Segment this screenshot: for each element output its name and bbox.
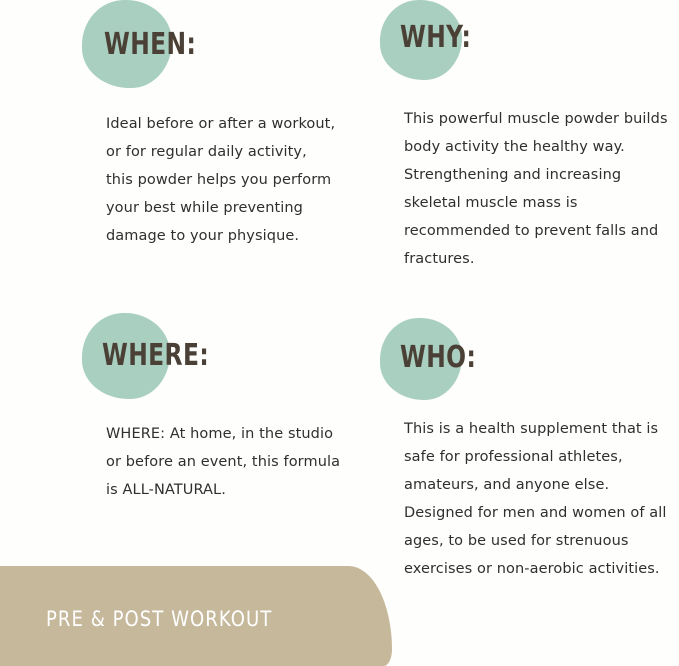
- section-body-when: Ideal before or after a workout, or for regular daily activity, this powder helps you perform your best while preventing damage to your physique.: [106, 116, 336, 244]
- section-heading-who: WHO:: [400, 340, 477, 375]
- section-heading-why: WHY:: [400, 20, 472, 55]
- section-body-where: WHERE: At home, in the studio or before an event, this formula is ALL-NATURAL.: [106, 426, 341, 498]
- section-body-who: This is a health supplement that is safe for professional athletes, amateurs, and anyone else. Designed for men and women of all ages, to be used for strenuous exercises or non-aerobic activities.: [404, 421, 667, 577]
- section-body-why: This powerful muscle powder builds body activity the healthy way. Strengthening and increasing skeletal muscle mass is recommended to prevent falls and fractures.: [404, 111, 668, 267]
- footer-label: PRE & POST WORKOUT: [46, 607, 273, 631]
- section-heading-where: WHERE:: [102, 338, 210, 373]
- section-heading-when: WHEN:: [104, 27, 197, 62]
